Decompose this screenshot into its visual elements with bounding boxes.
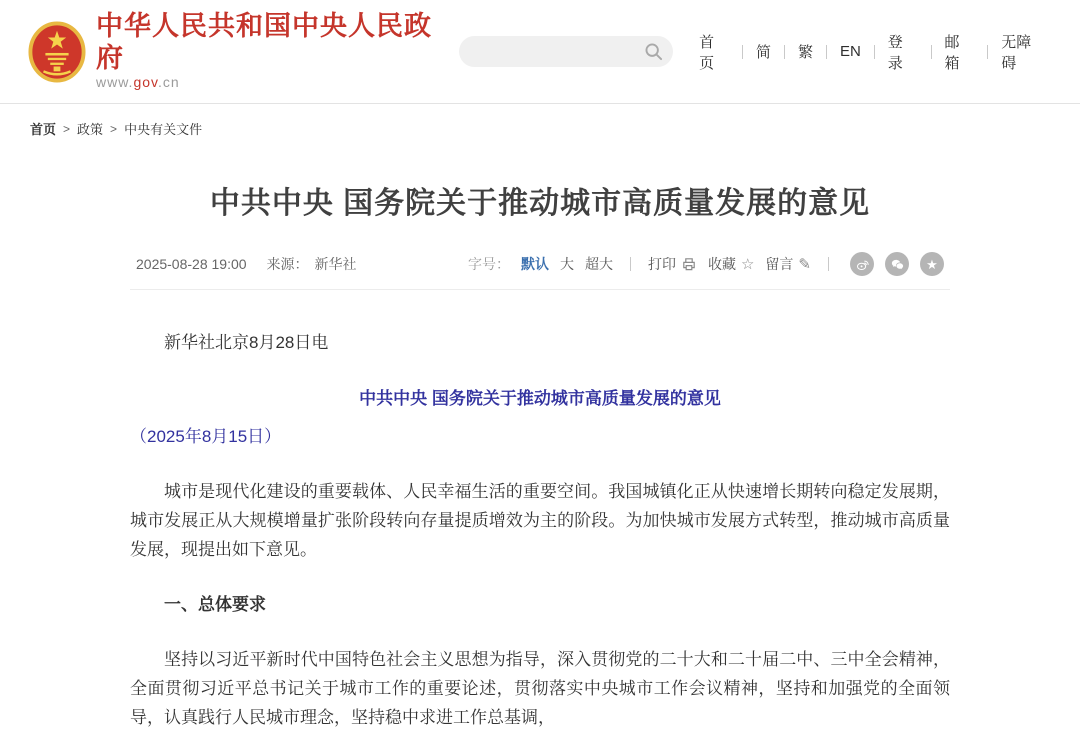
- site-title: 中华人民共和国中央人民政府: [96, 11, 432, 73]
- fontsize-xlarge[interactable]: 超大: [584, 256, 613, 272]
- page-title: 中共中央 国务院关于推动城市高质量发展的意见: [209, 187, 871, 220]
- favorite-button[interactable]: 收藏 ☆: [707, 256, 755, 273]
- divider: [874, 45, 875, 59]
- print-button[interactable]: 打印: [648, 254, 697, 274]
- article-meta: [130, 252, 950, 276]
- comment-button[interactable]: 留言 ✎: [765, 256, 811, 273]
- source-link[interactable]: 新华社: [314, 256, 357, 272]
- dateline: 新华社北京8月28日电: [164, 333, 329, 352]
- nav-simplified[interactable]: 简: [755, 44, 771, 61]
- publish-date: 2025-08-28 19:00: [136, 256, 247, 272]
- divider: [742, 45, 743, 59]
- fontsize-large[interactable]: 大: [559, 256, 574, 272]
- nav-english[interactable]: EN: [839, 43, 861, 60]
- star-icon: ☆: [740, 256, 755, 273]
- meta-divider: [130, 289, 950, 290]
- breadcrumb: [0, 104, 1080, 138]
- search-button[interactable]: [644, 42, 663, 61]
- nav-accessibility[interactable]: 无障碍: [1001, 33, 1032, 72]
- search-input[interactable]: [475, 44, 644, 60]
- paragraph: 城市是现代化建设的重要载体、人民幸福生活的重要空间。我国城镇化正从快速增长期转向稳定发展期，城市发展正从大规模增量扩张阶段转向存量提质增效为主的阶段。为加快城市发展方式转型，推动城市高质量发展，现提出如下意见。: [130, 482, 950, 559]
- search-icon: [644, 42, 663, 61]
- search-box: [459, 36, 673, 67]
- fontsize-default[interactable]: 默认: [520, 256, 549, 272]
- breadcrumb-policy[interactable]: 政策: [77, 122, 104, 137]
- section-heading: 一、总体要求: [164, 595, 266, 614]
- breadcrumb-separator: >: [110, 121, 118, 136]
- site-logo[interactable]: [28, 11, 459, 91]
- divider: [931, 45, 932, 59]
- top-nav: [699, 31, 1046, 73]
- divider: [826, 45, 827, 59]
- weibo-icon: [855, 257, 870, 272]
- qzone-star-icon: ★: [926, 256, 938, 272]
- breadcrumb-current: 中央有关文件: [124, 122, 203, 137]
- document-title: 中共中央 国务院关于推动城市高质量发展的意见: [359, 389, 721, 408]
- document-date: （2025年8月15日）: [130, 427, 282, 446]
- site-header: [0, 0, 1080, 104]
- divider: [630, 257, 631, 271]
- national-emblem-icon: [28, 21, 86, 83]
- fontsize-label: 字号：: [467, 256, 510, 272]
- nav-home[interactable]: 首页: [699, 33, 715, 72]
- divider: [828, 257, 829, 271]
- divider: [987, 45, 988, 59]
- article-body: [130, 328, 950, 732]
- share-weibo-button[interactable]: [850, 252, 874, 276]
- breadcrumb-separator: >: [63, 121, 71, 136]
- source-label: 来源：: [266, 256, 309, 272]
- pencil-icon: ✎: [798, 256, 811, 273]
- article-page: [130, 178, 950, 732]
- site-url: www.gov.cn: [96, 73, 180, 90]
- nav-traditional[interactable]: 繁: [797, 44, 813, 61]
- printer-icon: [681, 256, 697, 272]
- share-wechat-button[interactable]: [885, 252, 909, 276]
- divider: [784, 45, 785, 59]
- paragraph: 坚持以习近平新时代中国特色社会主义思想为指导，深入贯彻党的二十大和二十届二中、三中全会精神，全面贯彻习近平总书记关于城市工作的重要论述，贯彻落实中央城市工作会议精神，坚持和加强党的全面领导，认真践行人民城市理念，坚持稳中求进工作总基调，: [130, 650, 950, 727]
- share-qzone-button[interactable]: [920, 252, 944, 276]
- nav-login[interactable]: 登录: [887, 33, 903, 72]
- share-buttons: [850, 252, 944, 276]
- wechat-icon: [890, 257, 905, 272]
- nav-mail[interactable]: 邮箱: [944, 33, 960, 72]
- breadcrumb-home[interactable]: 首页: [30, 122, 57, 137]
